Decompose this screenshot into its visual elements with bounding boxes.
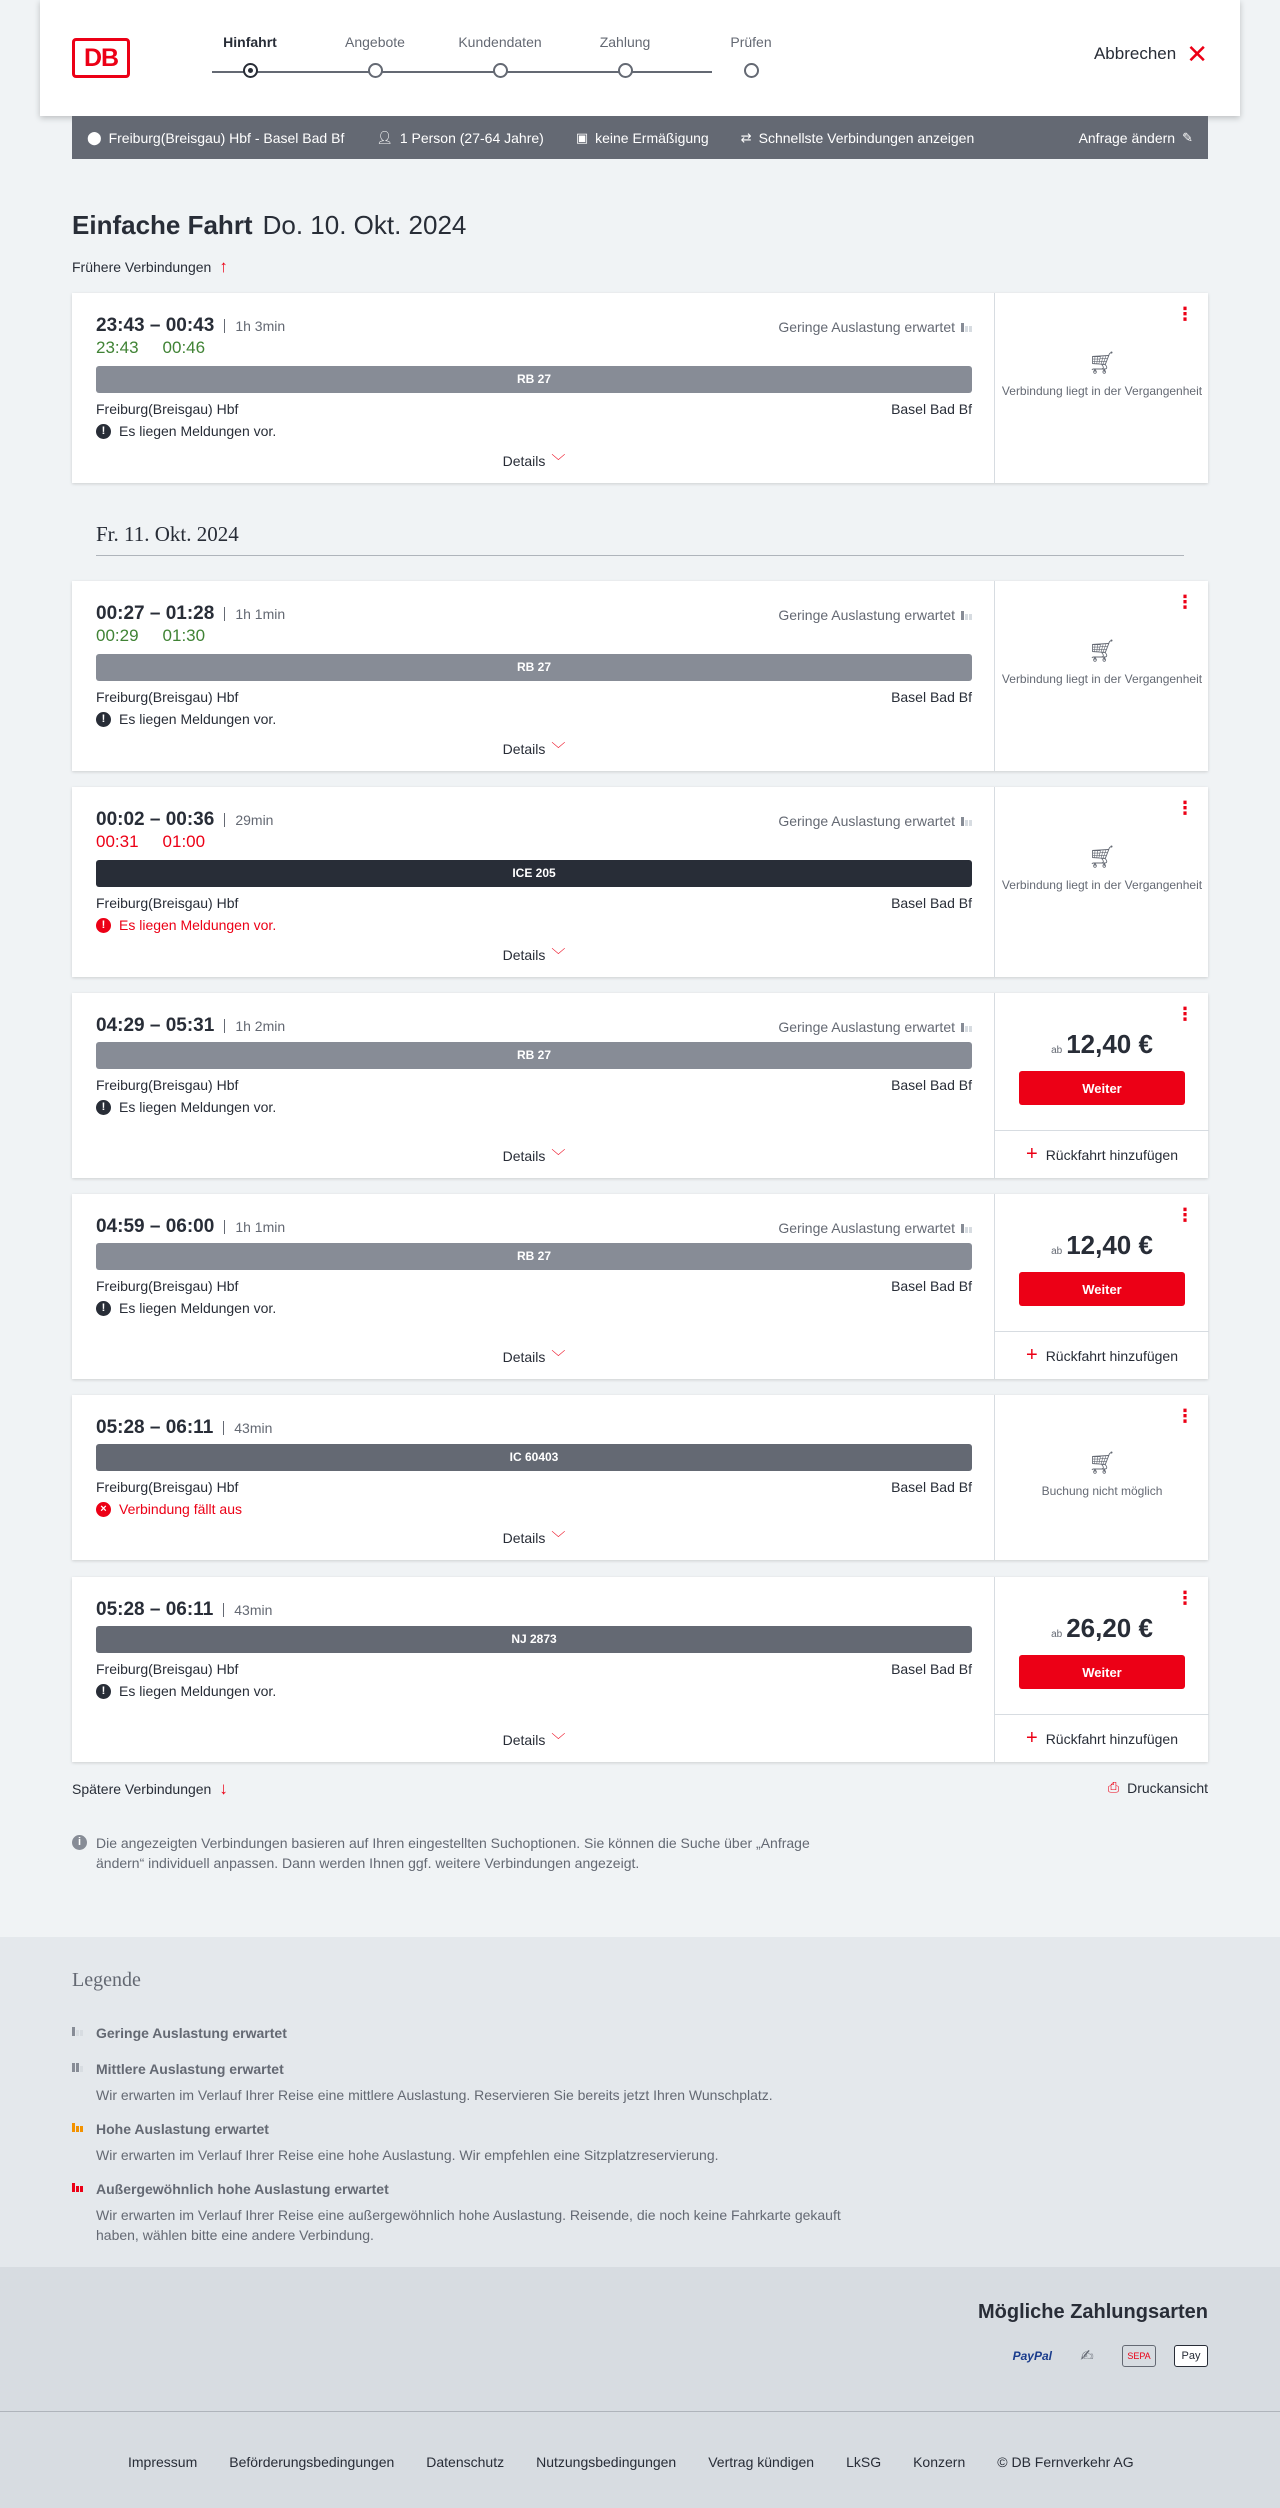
step-label: Angebote	[345, 34, 405, 50]
duration: 1h 3min	[224, 319, 285, 333]
details-label: Details	[502, 741, 546, 757]
details-label: Details	[502, 1732, 546, 1748]
stations	[96, 1077, 972, 1093]
connection-times	[96, 1216, 285, 1238]
add-return-button[interactable]	[995, 1130, 1209, 1178]
past-text: Verbindung liegt in der Vergangenheit	[1001, 672, 1203, 686]
message-text: Es liegen Meldungen vor.	[119, 1099, 277, 1115]
realtime-arrival: 01:00	[162, 832, 206, 851]
realtime-arrival: 00:46	[162, 338, 206, 357]
add-return-label: Rückfahrt hinzufügen	[1045, 1730, 1178, 1747]
footer-copyright: © DB Fernverkehr AG	[997, 2454, 1134, 2470]
duration: 43min	[223, 1603, 272, 1617]
step-label: Kundendaten	[458, 34, 542, 50]
search-info-note	[72, 1833, 852, 1873]
booking-not-possible	[995, 1450, 1209, 1499]
occupancy-text: Geringe Auslastung erwartet	[778, 813, 955, 829]
connection-side	[994, 993, 1208, 1178]
legend-item	[72, 2121, 852, 2165]
station-to: Basel Bad Bf	[891, 1479, 972, 1495]
legend-item	[72, 2025, 852, 2041]
occupancy-info	[778, 1019, 972, 1035]
station-from: Freiburg(Breisgau) Hbf	[96, 1479, 239, 1495]
option-info	[741, 130, 975, 146]
duration: 1h 1min	[224, 1220, 285, 1234]
later-connections-link[interactable]	[72, 1779, 228, 1799]
connection-times	[96, 1417, 272, 1439]
footer-links	[128, 2454, 1134, 2470]
stations	[96, 1479, 972, 1495]
payment-methods	[1013, 2345, 1208, 2367]
price	[995, 1029, 1209, 1060]
connection-card	[72, 1395, 1208, 1560]
station-from: Freiburg(Breisgau) Hbf	[96, 689, 239, 705]
details-toggle[interactable]	[96, 1347, 972, 1367]
step-kundendaten	[440, 34, 560, 54]
occupancy-info	[778, 607, 972, 623]
details-label: Details	[502, 453, 546, 469]
footer	[0, 2411, 1280, 2508]
more-options-icon[interactable]: ⋮	[1176, 798, 1194, 818]
alert-icon: !	[96, 1684, 111, 1699]
price-value: 26,20 €	[1066, 1613, 1153, 1643]
sepa-icon: SEPA	[1122, 2345, 1156, 2367]
progress-steps	[210, 34, 772, 84]
cancel-label: Abbrechen	[1093, 44, 1177, 63]
duration: 29min	[224, 813, 273, 827]
connection-main	[96, 993, 972, 1178]
db-logo[interactable]: DB	[72, 38, 130, 78]
occupancy-low-icon	[961, 611, 972, 620]
time-range: 00:02 – 00:36	[96, 809, 215, 830]
footer-link-kuendigen[interactable]: Vertrag kündigen	[708, 2454, 815, 2470]
alert-icon: !	[96, 1301, 111, 1316]
payment-title: Mögliche Zahlungsarten	[977, 2301, 1208, 2323]
step-angebote	[315, 34, 435, 54]
progress-line	[212, 71, 712, 73]
alert-icon: !	[96, 712, 111, 727]
alert-icon: !	[96, 918, 111, 933]
cancelled-notice	[96, 1501, 242, 1517]
print-label: Druckansicht	[1127, 1779, 1208, 1796]
legend-item-title: Mittlere Auslastung erwartet	[96, 2061, 284, 2077]
occupancy-text: Geringe Auslastung erwartet	[778, 319, 955, 335]
chevron-down-icon: ﹀	[551, 1349, 566, 1365]
station-from: Freiburg(Breisgau) Hbf	[96, 1077, 239, 1093]
alert-icon: !	[96, 1100, 111, 1115]
person-icon: 👤︎	[376, 129, 393, 145]
realtime-times	[96, 832, 205, 852]
details-label: Details	[502, 1349, 546, 1365]
connection-times	[96, 603, 285, 625]
option-text: Schnellste Verbindungen anzeigen	[758, 129, 975, 146]
step-dot	[744, 63, 759, 78]
duration: 1h 2min	[224, 1019, 285, 1033]
plus-icon: +	[1026, 1143, 1038, 1165]
occupancy-low-icon	[72, 2027, 83, 2036]
step-zahlung	[565, 34, 685, 54]
chevron-down-icon: ﹀	[551, 453, 566, 469]
details-label: Details	[502, 1148, 546, 1164]
step-pruefen	[691, 34, 811, 54]
cancelled-text: Verbindung fällt aus	[119, 1501, 242, 1517]
duration: 43min	[223, 1421, 272, 1435]
station-from: Freiburg(Breisgau) Hbf	[96, 1278, 239, 1294]
connection-side	[994, 293, 1208, 483]
page-title-date: Do. 10. Okt. 2024	[262, 210, 467, 240]
stations	[96, 895, 972, 911]
footer-link-konzern[interactable]: Konzern	[913, 2454, 966, 2470]
message-notice	[96, 711, 276, 727]
day-divider: Fr. 11. Okt. 2024	[96, 522, 1184, 556]
later-label: Spätere Verbindungen	[72, 1781, 212, 1797]
step-hinfahrt	[190, 34, 310, 54]
add-return-button[interactable]	[995, 1331, 1209, 1379]
realtime-times	[96, 338, 205, 358]
message-notice	[96, 423, 276, 439]
more-options-icon[interactable]: ⋮	[1176, 1406, 1194, 1426]
time-range: 00:27 – 01:28	[96, 603, 215, 624]
page-title-type: Einfache Fahrt	[72, 210, 253, 240]
connection-times	[96, 315, 285, 337]
more-options-icon[interactable]: ⋮	[1176, 1205, 1194, 1225]
legend-section	[0, 1937, 1280, 2267]
train-bar[interactable]: RB 27	[96, 1042, 972, 1069]
connection-card	[72, 293, 1208, 483]
apple-pay-icon	[1174, 2345, 1208, 2367]
occupancy-low-icon	[961, 323, 972, 332]
occupancy-text: Geringe Auslastung erwartet	[778, 1019, 955, 1035]
pencil-icon: ✎	[1182, 129, 1193, 145]
details-toggle[interactable]	[96, 451, 972, 471]
message-text: Es liegen Meldungen vor.	[119, 1683, 277, 1699]
connection-side	[994, 787, 1208, 977]
connection-card	[72, 1577, 1208, 1762]
past-text: Verbindung liegt in der Vergangenheit	[1001, 878, 1203, 892]
occupancy-info	[778, 813, 972, 829]
message-notice	[96, 917, 276, 933]
past-notice	[995, 844, 1209, 893]
more-options-icon[interactable]: ⋮	[1176, 1588, 1194, 1608]
add-return-label: Rückfahrt hinzufügen	[1045, 1347, 1178, 1364]
cart-disabled-icon: 🛒︎	[1088, 350, 1116, 375]
station-from: Freiburg(Breisgau) Hbf	[96, 895, 239, 911]
continue-button[interactable]: Weiter	[1019, 1655, 1185, 1689]
chevron-down-icon: ﹀	[551, 947, 566, 963]
realtime-departure: 00:29	[96, 626, 139, 645]
location-pin-icon: ⬤	[87, 129, 102, 145]
past-notice	[995, 350, 1209, 399]
payment-section	[0, 2267, 1280, 2411]
price-value: 12,40 €	[1066, 1230, 1153, 1260]
legend-item-desc: Wir erwarten im Verlauf Ihrer Reise eine hohe Auslastung. Wir empfehlen eine Sitzplatzreservierung.	[96, 2147, 719, 2163]
message-text: Es liegen Meldungen vor.	[119, 423, 277, 439]
add-return-label: Rückfahrt hinzufügen	[1045, 1146, 1178, 1163]
change-request-button[interactable]	[1079, 130, 1193, 146]
more-options-icon[interactable]: ⋮	[1176, 1004, 1194, 1024]
details-toggle[interactable]	[96, 1146, 972, 1166]
earlier-label: Frühere Verbindungen	[72, 259, 212, 275]
realtime-departure: 00:31	[96, 832, 139, 851]
occupancy-medium-icon	[72, 2063, 83, 2072]
plus-icon: +	[1026, 1727, 1038, 1749]
past-text: Verbindung liegt in der Vergangenheit	[1001, 384, 1203, 398]
legend-item-title: Hohe Auslastung erwartet	[96, 2121, 269, 2137]
station-to: Basel Bad Bf	[891, 1077, 972, 1093]
step-dot	[368, 63, 383, 78]
time-range: 23:43 – 00:43	[96, 315, 215, 336]
price	[995, 1230, 1209, 1261]
station-to: Basel Bad Bf	[891, 1661, 972, 1677]
connection-main	[96, 581, 972, 771]
price-prefix: ab	[1051, 1246, 1063, 1257]
occupancy-info	[778, 1220, 972, 1236]
legend-title: Legende	[72, 1969, 141, 1991]
direct-debit-icon: ✍	[1080, 2348, 1094, 2365]
footer-link-impressum[interactable]: Impressum	[128, 2454, 198, 2470]
price-value: 12,40 €	[1066, 1029, 1153, 1059]
message-notice	[96, 1300, 276, 1316]
connection-card	[72, 993, 1208, 1178]
connection-main	[96, 1194, 972, 1379]
message-text: Es liegen Meldungen vor.	[119, 711, 277, 727]
occupancy-low-icon	[961, 1224, 972, 1233]
add-return-button[interactable]	[995, 1714, 1209, 1762]
search-summary-bar	[72, 116, 1208, 159]
change-request-label: Anfrage ändern	[1078, 129, 1176, 146]
price-prefix: ab	[1051, 1629, 1063, 1640]
details-toggle[interactable]	[96, 1730, 972, 1750]
apple-pay-label: Pay	[1181, 2350, 1201, 2362]
step-dot	[618, 63, 633, 78]
message-notice	[96, 1099, 276, 1115]
discount-info	[576, 130, 709, 146]
connection-side	[994, 581, 1208, 771]
continue-button[interactable]: Weiter	[1019, 1272, 1185, 1306]
message-notice	[96, 1683, 276, 1699]
card-icon: ▣	[575, 129, 589, 145]
realtime-times	[96, 626, 205, 646]
train-bar[interactable]: NJ 2873	[96, 1626, 972, 1653]
legend-item-desc: Wir erwarten im Verlauf Ihrer Reise eine mittlere Auslastung. Reservieren Sie bereits jetzt Ihren Wunschplatz.	[96, 2087, 773, 2103]
connection-times	[96, 809, 273, 831]
discount-text: keine Ermäßigung	[595, 129, 709, 146]
connection-side	[994, 1194, 1208, 1379]
price-prefix: ab	[1051, 1045, 1063, 1056]
plus-icon: +	[1026, 1344, 1038, 1366]
passenger-info	[376, 130, 543, 146]
details-toggle[interactable]	[96, 945, 972, 965]
station-to: Basel Bad Bf	[891, 1278, 972, 1294]
stations	[96, 689, 972, 705]
step-dot	[493, 63, 508, 78]
printer-icon: ⎙	[1107, 1779, 1120, 1795]
legend-item	[72, 2061, 852, 2105]
stations	[96, 1278, 972, 1294]
occupancy-info	[778, 319, 972, 335]
chevron-down-icon: ﹀	[551, 1148, 566, 1164]
page-title	[72, 210, 466, 241]
legend-item-title: Geringe Auslastung erwartet	[96, 2025, 287, 2041]
time-range: 05:28 – 06:11	[96, 1599, 214, 1620]
footer-link-lksg[interactable]: LkSG	[846, 2454, 882, 2470]
station-to: Basel Bad Bf	[891, 689, 972, 705]
connection-card	[72, 787, 1208, 977]
footer-link-datenschutz[interactable]: Datenschutz	[426, 2454, 505, 2470]
swap-icon: ⇄	[740, 129, 752, 145]
occupancy-text: Geringe Auslastung erwartet	[778, 607, 955, 623]
train-bar[interactable]: RB 27	[96, 1243, 972, 1270]
paypal-icon: PayPal	[1012, 2349, 1052, 2363]
earlier-connections-link[interactable]	[72, 257, 228, 277]
occupancy-low-icon	[961, 817, 972, 826]
cart-disabled-icon: 🛒︎	[1088, 1450, 1116, 1475]
cancel-circle-icon: ×	[96, 1502, 111, 1517]
past-notice	[995, 638, 1209, 687]
connection-times	[96, 1015, 285, 1037]
alert-icon: !	[96, 424, 111, 439]
connection-times	[96, 1599, 272, 1621]
legend-item-desc: Wir erwarten im Verlauf Ihrer Reise eine außergewöhnlich hohe Auslastung. Reisende, die noch keine Fahrkarte gekauft haben, wählen bitte eine andere Verbindung.	[96, 2207, 841, 2243]
cancel-button[interactable]	[1093, 39, 1208, 69]
message-text: Es liegen Meldungen vor.	[119, 917, 277, 933]
realtime-departure: 23:43	[96, 338, 139, 357]
info-text: Die angezeigten Verbindungen basieren auf Ihren eingestellten Suchoptionen. Sie können die Suche über „Anfrage ändern“ individuell anpassen. Dann werden Ihnen ggf. weitere Verbindungen angezeigt.	[96, 1835, 810, 1871]
print-view-button[interactable]	[1108, 1779, 1208, 1796]
connection-main	[96, 1395, 972, 1560]
more-options-icon[interactable]: ⋮	[1176, 304, 1194, 324]
train-bar[interactable]: RB 27	[96, 654, 972, 681]
step-dot	[243, 63, 258, 78]
connection-card	[72, 1194, 1208, 1379]
cart-disabled-icon: 🛒︎	[1088, 638, 1116, 663]
train-bar[interactable]: RB 27	[96, 366, 972, 393]
step-label: Prüfen	[730, 34, 772, 50]
more-options-icon[interactable]: ⋮	[1176, 592, 1194, 612]
stations	[96, 1661, 972, 1677]
connection-card	[72, 581, 1208, 771]
station-from: Freiburg(Breisgau) Hbf	[96, 1661, 239, 1677]
chevron-down-icon: ﹀	[551, 1732, 566, 1748]
step-label: Zahlung	[599, 34, 651, 50]
time-range: 05:28 – 06:11	[96, 1417, 214, 1438]
header	[40, 0, 1240, 116]
time-range: 04:29 – 05:31	[96, 1015, 215, 1036]
cart-disabled-icon: 🛒︎	[1088, 844, 1116, 869]
legend-item-title: Außergewöhnlich hohe Auslastung erwartet	[96, 2181, 389, 2197]
info-icon: i	[72, 1835, 87, 1850]
train-bar[interactable]: IC 60403	[96, 1444, 972, 1471]
not-possible-text: Buchung nicht möglich	[1041, 1484, 1163, 1498]
connection-side	[994, 1577, 1208, 1762]
details-label: Details	[502, 1530, 546, 1546]
continue-button[interactable]: Weiter	[1019, 1071, 1185, 1105]
price	[995, 1613, 1209, 1644]
occupancy-text: Geringe Auslastung erwartet	[778, 1220, 955, 1236]
connection-main	[96, 1577, 972, 1762]
connection-side	[994, 1395, 1208, 1560]
route-info	[87, 130, 344, 146]
chevron-down-icon: ﹀	[551, 741, 566, 757]
details-label: Details	[502, 947, 546, 963]
arrow-up-icon: ↑	[219, 257, 228, 276]
realtime-arrival: 01:30	[162, 626, 206, 645]
station-to: Basel Bad Bf	[891, 401, 972, 417]
passenger-text: 1 Person (27-64 Jahre)	[399, 129, 544, 146]
route-text: Freiburg(Breisgau) Hbf - Basel Bad Bf	[108, 129, 345, 146]
station-from: Freiburg(Breisgau) Hbf	[96, 401, 239, 417]
step-label: Hinfahrt	[223, 34, 277, 50]
connection-main	[96, 293, 972, 483]
station-to: Basel Bad Bf	[891, 895, 972, 911]
occupancy-low-icon	[961, 1023, 972, 1032]
stations	[96, 401, 972, 417]
occupancy-high-icon	[72, 2123, 83, 2132]
footer-link-befoerderung[interactable]: Beförderungsbedingungen	[229, 2454, 395, 2470]
details-toggle[interactable]	[96, 739, 972, 759]
message-text: Es liegen Meldungen vor.	[119, 1300, 277, 1316]
arrow-down-icon: ↓	[219, 1779, 228, 1798]
chevron-down-icon: ﹀	[551, 1530, 566, 1546]
connection-main	[96, 787, 972, 977]
details-toggle[interactable]	[96, 1528, 972, 1548]
footer-link-nutzung[interactable]: Nutzungsbedingungen	[536, 2454, 677, 2470]
duration: 1h 1min	[224, 607, 285, 621]
occupancy-exceptional-icon	[72, 2183, 83, 2192]
train-bar[interactable]: ICE 205	[96, 860, 972, 887]
close-icon: ✕	[1186, 39, 1208, 69]
legend-item	[72, 2181, 852, 2245]
time-range: 04:59 – 06:00	[96, 1216, 215, 1237]
